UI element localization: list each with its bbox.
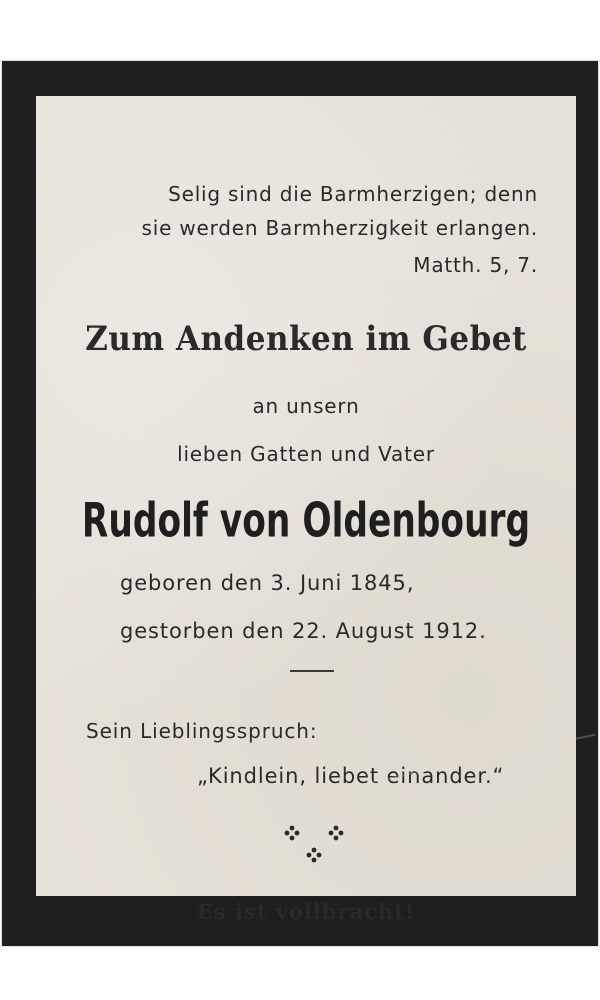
verse-line-2: sie werden Barmherzigkeit erlangen. [141,216,538,240]
deceased-name: Rudolf von Oldenbourg [81,493,531,549]
closing-line: Es ist vollbracht! [196,899,416,924]
divider-rule [290,670,334,672]
card-heading: Zum Andenken im Gebet [85,319,527,359]
verse-line-1: Selig sind die Barmherzigen; denn [168,182,538,206]
verse-reference: Matth. 5, 7. [413,253,538,277]
death-date: gestorben den 22. August 1912. [120,619,487,643]
birth-date: geboren den 3. Juni 1845, [120,571,415,595]
dedication-line-2: lieben Gatten und Vater [177,442,435,466]
dedication-line-1: an unsern [252,394,360,418]
card-inner-panel [36,96,576,924]
motto-label: Sein Lieblingsspruch: [86,719,318,743]
memorial-card [2,61,598,946]
motto-text: „Kindlein, liebet einander.“ [197,764,505,788]
floral-dots-ornament-icon [279,823,349,869]
